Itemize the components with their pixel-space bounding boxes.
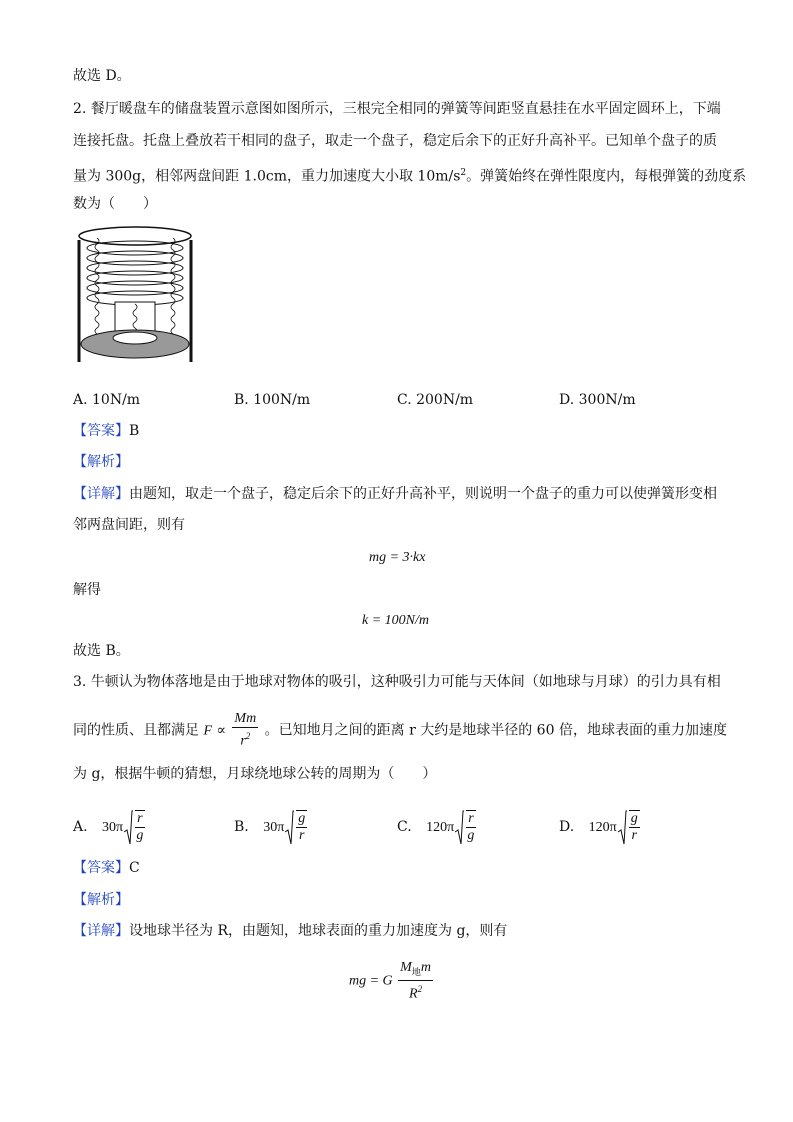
q2-conclusion: 故选 B。 xyxy=(73,643,130,659)
q3-answer-value: C xyxy=(129,860,140,876)
q3-option-c: C. 120π $\frac{r}{g}$ xyxy=(397,810,478,844)
q2-option-c: C. 200N/m xyxy=(397,392,474,408)
q2-unit-exponent: 2 xyxy=(460,168,467,178)
q3-detail-label: 【详解】 xyxy=(73,923,129,939)
q3-stem-line2a: 同的性质、且都满足 xyxy=(73,722,199,739)
q3-option-a: A. 30π $\frac{r}{g}$ xyxy=(73,810,147,844)
q3-equation-1: mg = G $\frac{M_地m}{R^2}$ xyxy=(349,960,431,1002)
sqrt-symbol: $\frac{r}{g}$ xyxy=(123,810,146,844)
q3-stem-line1: 3. 牛顿认为物体落地是由于地球对物体的吸引，这种吸引力可能与天体间（如地球与月球）的引力具有相 xyxy=(73,674,721,690)
prop-F: F xyxy=(203,723,213,739)
q3-option-d: D. 120π $\frac{g}{r}$ xyxy=(559,810,642,844)
prop-numerator: Mm xyxy=(234,711,257,726)
q3-stem-line2b: 。已知地月之间的距离 r 大约是地球半径的 60 倍，地球表面的重力加速度 xyxy=(264,722,727,739)
q2-detail-line2: 邻两盘间距，则有 xyxy=(73,517,185,533)
q2-stem-line2: 连接托盘。托盘上叠放若干相同的盘子，取走一个盘子，稳定后余下的正好升高补平。已知单个盘子的质 xyxy=(73,133,717,149)
prop-symbol: ∝ xyxy=(216,722,226,739)
q3-answer xyxy=(73,858,140,878)
q2-answer xyxy=(73,421,139,441)
q3-analysis-label: 【解析】 xyxy=(73,892,129,908)
q2-option-d: D. 300N/m xyxy=(559,392,636,408)
q3-detail-line1 xyxy=(73,921,507,941)
sqrt-symbol: $\frac{g}{r}$ xyxy=(284,810,309,844)
storage-apparatus-figure xyxy=(73,224,203,369)
q3-option-b: B. 30π $\frac{g}{r}$ xyxy=(234,810,309,844)
q2-stem-line1: 2. 餐厅暖盘车的储盘装置示意图如图所示，三根完全相同的弹簧等间距竖直悬挂在水平固定圆环上，下端 xyxy=(73,101,721,117)
q2-answer-value: B xyxy=(129,423,140,439)
prop-fraction xyxy=(232,711,258,750)
q3-stem-line2 xyxy=(73,711,727,750)
q2-equation-1: mg = 3·kx xyxy=(369,550,426,565)
q2-analysis-label: 【解析】 xyxy=(73,454,129,470)
q2-stem-line3 xyxy=(73,163,746,187)
q2-detail-label: 【详解】 xyxy=(73,486,129,502)
q2-answer-label: 【答案】 xyxy=(73,423,129,439)
prop-denominator: $r^2$ xyxy=(240,731,251,749)
q3-stem-line3: 为 g，根据牛顿的猜想，月球绕地球公转的周期为（ ） xyxy=(73,766,437,782)
q2-stem-line4: 数为（ ） xyxy=(73,196,157,212)
sqrt-symbol: $\frac{g}{r}$ xyxy=(617,810,642,844)
q2-stem-line3b: 。弹簧始终在弹性限度内，每根弹簧的劲度系 xyxy=(466,168,747,185)
q2-solve-word: 解得 xyxy=(73,582,101,598)
q2-stem-line3a: 量为 300g，相邻两盘间距 1.0cm，重力加速度大小取 10m/s xyxy=(73,168,461,185)
q2-equation-2: k = 100N/m xyxy=(362,613,429,628)
q2-option-a: A. 10N/m xyxy=(73,392,141,408)
sqrt-symbol: $\frac{r}{g}$ xyxy=(454,810,477,844)
q2-detail-text1: 由题知，取走一个盘子，稳定后余下的正好升高补平，则说明一个盘子的重力可以使弹簧形变相 xyxy=(129,486,717,502)
q3-answer-label: 【答案】 xyxy=(73,860,129,876)
q3-detail-text1: 设地球半径为 R，由题知，地球表面的重力加速度为 g，则有 xyxy=(129,923,508,939)
prev-conclusion: 故选 D。 xyxy=(73,68,131,84)
q2-detail-line1 xyxy=(73,484,717,504)
q2-option-b: B. 100N/m xyxy=(234,392,311,408)
